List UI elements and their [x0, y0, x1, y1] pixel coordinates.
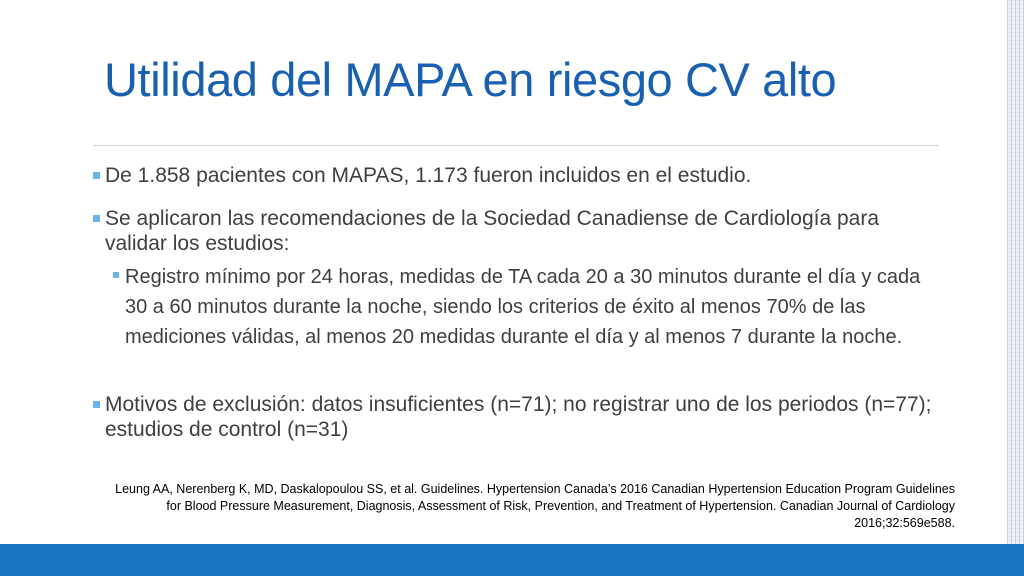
bullet-exclusion: [93, 392, 943, 442]
bullet-patients: [93, 163, 933, 188]
sub-bullet-text: Registro mínimo por 24 horas, medidas de TA cada 20 a 30 minutos durante el día y cada 30 a 60 minutos durante la noche, siendo los criterios de éxito al menos 70% de las mediciones válidas, al menos 20 medidas durante el día y al menos 7 durante la noche.: [125, 266, 921, 348]
bullet-text: Se aplicaron las recomendaciones de la Sociedad Canadiense de Cardiología para validar los estudios:: [105, 207, 880, 255]
square-bullet-icon: [113, 272, 119, 278]
slide-title: Utilidad del MAPA en riesgo CV alto: [104, 53, 837, 106]
bullet-text: De 1.858 pacientes con MAPAS, 1.173 fueron incluidos en el estudio.: [105, 164, 752, 187]
square-bullet-icon: [93, 401, 100, 408]
sub-bullet-registro: [113, 262, 943, 352]
bullet-recommendations: [93, 206, 933, 256]
bullet-text: Motivos de exclusión: datos insuficientes (n=71); no registrar uno de los periodos (n=77); estudios de control (n=31): [105, 393, 932, 441]
bottom-accent-bar: [0, 544, 1024, 576]
square-bullet-icon: [93, 172, 100, 179]
citation-reference: Leung AA, Nerenberg K, MD, Daskalopoulou SS, et al. Guidelines. Hypertension Canada’s 2016 Canadian Hypertension Education Program Guidelines for Blood Pressure Measurement, Diagnosis, Assessment of Risk, Prevention, and Treatment of Hypertension. Canadian Journal of Cardiology 2016;32:569e588.: [115, 482, 955, 530]
decorative-side-strip: [1007, 0, 1024, 544]
square-bullet-icon: [93, 215, 100, 222]
title-divider: [93, 145, 939, 146]
